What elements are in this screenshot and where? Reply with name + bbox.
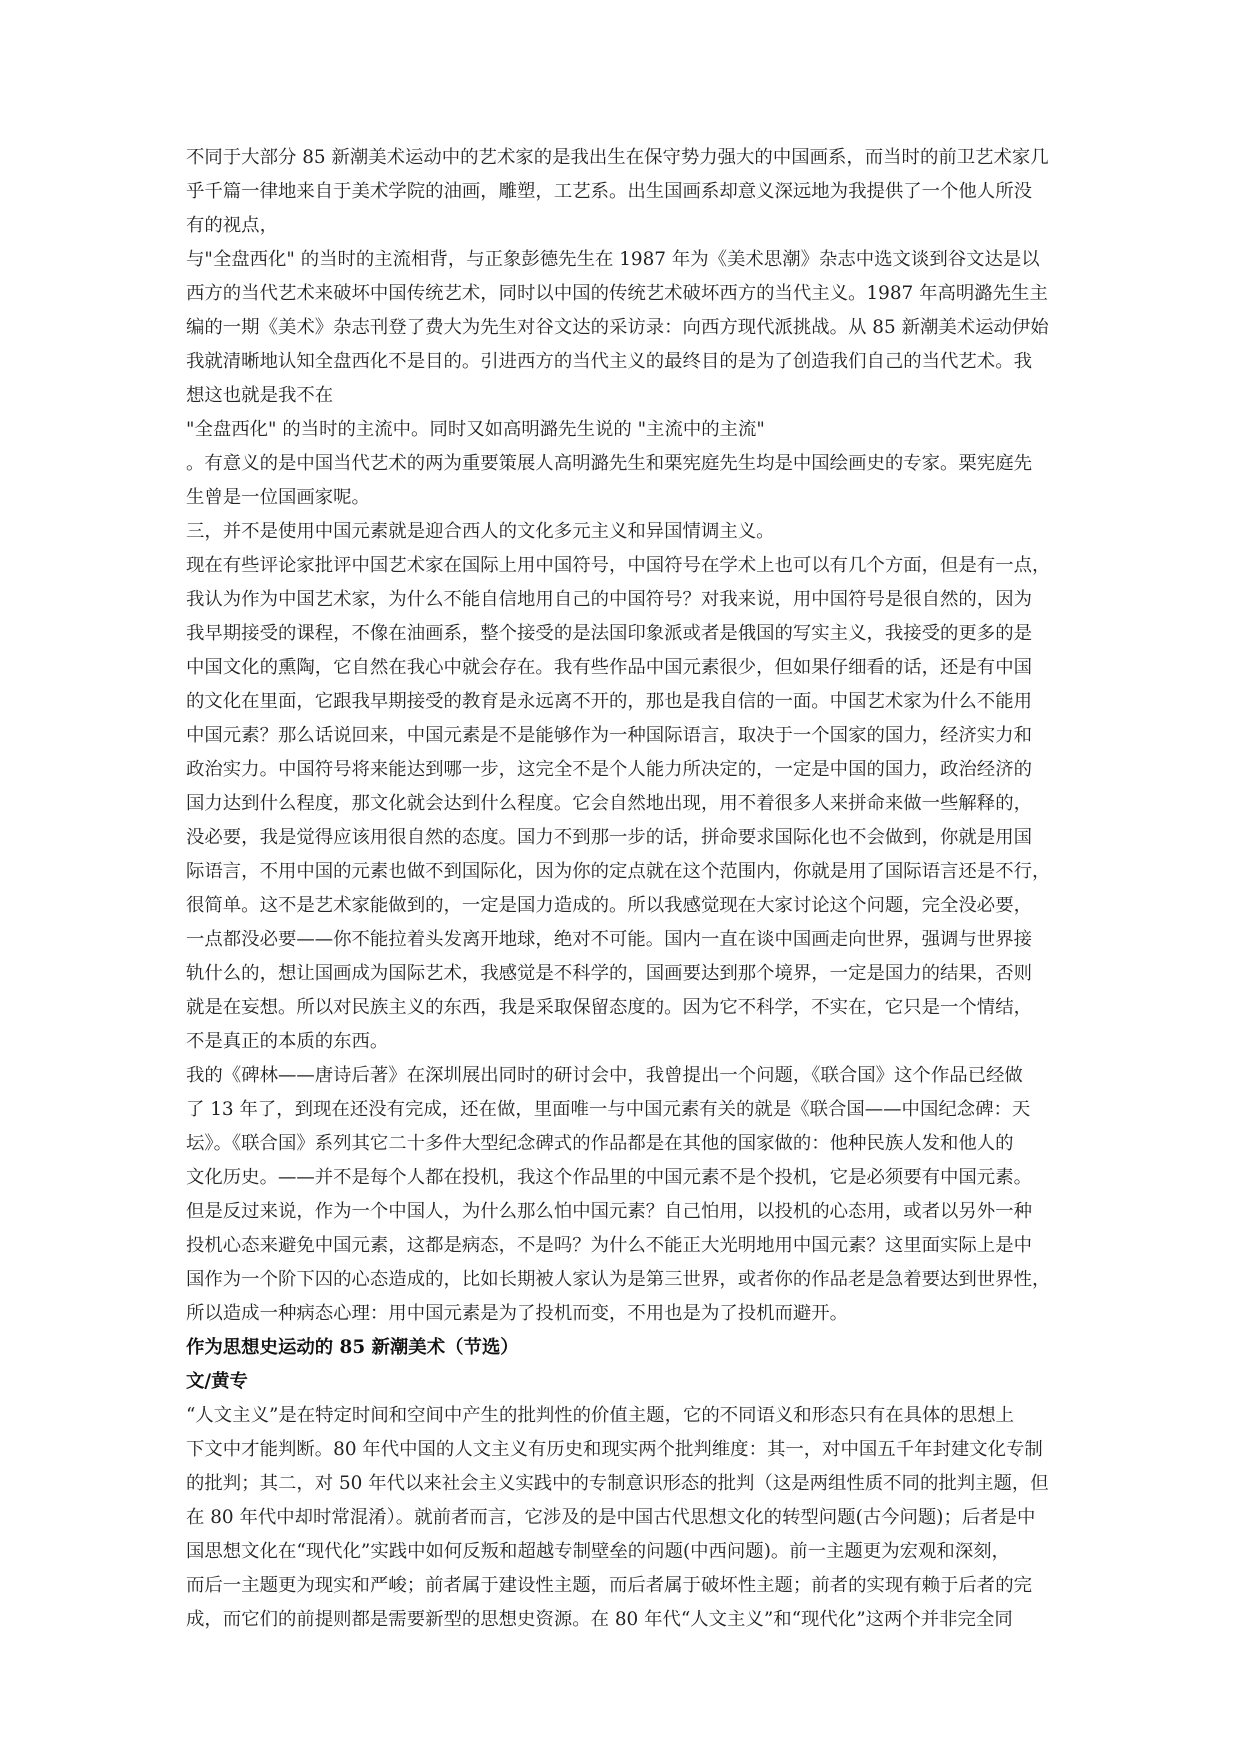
- text-line: 没必要，我是觉得应该用很自然的态度。国力不到那一步的话，拼命要求国际化也不会做到，你就是用国: [186, 827, 1032, 848]
- text-line: "全盘西化" 的当时的主流中。同时又如高明潞先生说的 "主流中的主流": [186, 419, 765, 440]
- text-line: 下文中才能判断。80 年代中国的人文主义有历史和现实两个批判维度：其一，对中国五千年封建文化专制: [186, 1439, 1043, 1460]
- text-line: 所以造成一种病态心理：用中国元素是为了投机而变，不用也是为了投机而避开。: [186, 1303, 849, 1324]
- text-line: 编的一期《美术》杂志刊登了费大为先生对谷文达的采访录：向西方现代派挑战。从 85 新潮美术运动伊始: [186, 317, 1049, 338]
- text-line: 了 13 年了，到现在还没有完成，还在做，里面唯一与中国元素有关的就是《联合国——中国纪念碑：天: [186, 1099, 1031, 1120]
- text-line: “人文主义”是在特定时间和空间中产生的批判性的价值主题，它的不同语义和形态只有在具体的思想上: [186, 1405, 1014, 1426]
- text-line: 轨什么的，想让国画成为国际艺术，我感觉是不科学的，国画要达到那个境界，一定是国力的结果，否则: [186, 963, 1032, 984]
- text-line: 不同于大部分 85 新潮美术运动中的艺术家的是我出生在保守势力强大的中国画系，而当时的前卫艺术家几: [186, 147, 1049, 168]
- text-line: 国力达到什么程度，那文化就会达到什么程度。它会自然地出现，用不着很多人来拼命来做一些解释的，: [186, 793, 1032, 814]
- text-line: 与"全盘西化" 的当时的主流相背，与正象彭德先生在 1987 年为《美术思潮》杂志中选文谈到谷文达是以: [186, 249, 1040, 270]
- text-line: 国思想文化在“现代化”实践中如何反叛和超越专制壁垒的问题(中西问题)。前一主题更为宏观和深刻，: [186, 1541, 1010, 1562]
- text-line: 际语言，不用中国的元素也做不到国际化，因为你的定点就在这个范围内，你就是用了国际语言还是不行，: [186, 861, 1051, 882]
- text-line: 我的《碑林——唐诗后著》在深圳展出同时的研讨会中，我曾提出一个问题，《联合国》这个作品已经做: [186, 1065, 1023, 1086]
- text-line: 而后一主题更为现实和严峻；前者属于建设性主题，而后者属于破坏性主题；前者的实现有赖于后者的完: [186, 1575, 1032, 1596]
- text-line: 中国文化的熏陶，它自然在我心中就会存在。我有些作品中国元素很少，但如果仔细看的话，还是有中国: [186, 657, 1032, 678]
- text-line: 不是真正的本质的东西。: [186, 1031, 389, 1052]
- text-line: 的文化在里面，它跟我早期接受的教育是永远离不开的，那也是我自信的一面。中国艺术家为什么不能用: [186, 691, 1032, 712]
- text-line: 乎千篇一律地来自于美术学院的油画，雕塑，工艺系。出生国画系却意义深远地为我提供了一个他人所没: [186, 181, 1032, 202]
- text-line: 想这也就是我不在: [186, 385, 334, 406]
- text-line: 文化历史。——并不是每个人都在投机，我这个作品里的中国元素不是个投机，它是必须要有中国元素。: [186, 1167, 1032, 1188]
- section-title: 作为思想史运动的 85 新潮美术（节选）: [186, 1337, 519, 1358]
- text-line: 西方的当代艺术来破坏中国传统艺术，同时以中国的传统艺术破坏西方的当代主义。1987 年高明潞先生主: [186, 283, 1048, 304]
- text-line: 有的视点，: [186, 215, 278, 236]
- text-line: 投机心态来避免中国元素，这都是病态，不是吗？为什么不能正大光明地用中国元素？这里面实际上是中: [186, 1235, 1032, 1256]
- text-line: 。有意义的是中国当代艺术的两为重要策展人高明潞先生和栗宪庭先生均是中国绘画史的专家。栗宪庭先: [186, 453, 1032, 474]
- text-line: 三，并不是使用中国元素就是迎合西人的文化多元主义和异国情调主义。: [186, 521, 775, 542]
- text-line: 中国元素？那么话说回来，中国元素是不是能够作为一种国际语言，取决于一个国家的国力，经济实力和: [186, 725, 1032, 746]
- text-line: 国作为一个阶下囚的心态造成的，比如长期被人家认为是第三世界，或者你的作品老是急着要达到世界性，: [186, 1269, 1051, 1290]
- text-line: 我早期接受的课程，不像在油画系，整个接受的是法国印象派或者是俄国的写实主义，我接受的更多的是: [186, 623, 1032, 644]
- author-byline: 文/黄专: [186, 1371, 248, 1392]
- text-line: 很简单。这不是艺术家能做到的，一定是国力造成的。所以我感觉现在大家讨论这个问题，完全没必要，: [186, 895, 1032, 916]
- text-line: 就是在妄想。所以对民族主义的东西，我是采取保留态度的。因为它不科学，不实在，它只是一个情结，: [186, 997, 1032, 1018]
- text-line: 我就清晰地认知全盘西化不是目的。引进西方的当代主义的最终目的是为了创造我们自己的当代艺术。我: [186, 351, 1032, 372]
- text-line: 生曾是一位国画家呢。: [186, 487, 370, 508]
- text-line: 的批判；其二，对 50 年代以来社会主义实践中的专制意识形态的批判（这是两组性质不同的批判主题，但: [186, 1473, 1049, 1494]
- text-line: 成，而它们的前提则都是需要新型的思想史资源。在 80 年代“人文主义”和“现代化”这两个并非完全同: [186, 1609, 1013, 1630]
- text-line: 我认为作为中国艺术家，为什么不能自信地用自己的中国符号？对我来说，用中国符号是很自然的，因为: [186, 589, 1032, 610]
- text-line: 坛》。《联合国》系列其它二十多件大型纪念碑式的作品都是在其他的国家做的：他种民族人发和他人的: [186, 1133, 1014, 1154]
- text-line: 在 80 年代中却时常混淆）。就前者而言，它涉及的是中国古代思想文化的转型问题(古今问题)；后者是中: [186, 1507, 1036, 1528]
- text-line: 政治实力。中国符号将来能达到哪一步，这完全不是个人能力所决定的，一定是中国的国力，政治经济的: [186, 759, 1032, 780]
- text-line: 一点都没必要——你不能拉着头发离开地球，绝对不可能。国内一直在谈中国画走向世界，强调与世界接: [186, 929, 1032, 950]
- text-line: 但是反过来说，作为一个中国人，为什么那么怕中国元素？自己怕用，以投机的心态用，或者以另外一种: [186, 1201, 1032, 1222]
- document-page: [186, 141, 1056, 1637]
- text-line: 现在有些评论家批评中国艺术家在国际上用中国符号，中国符号在学术上也可以有几个方面，但是有一点，: [186, 555, 1051, 576]
